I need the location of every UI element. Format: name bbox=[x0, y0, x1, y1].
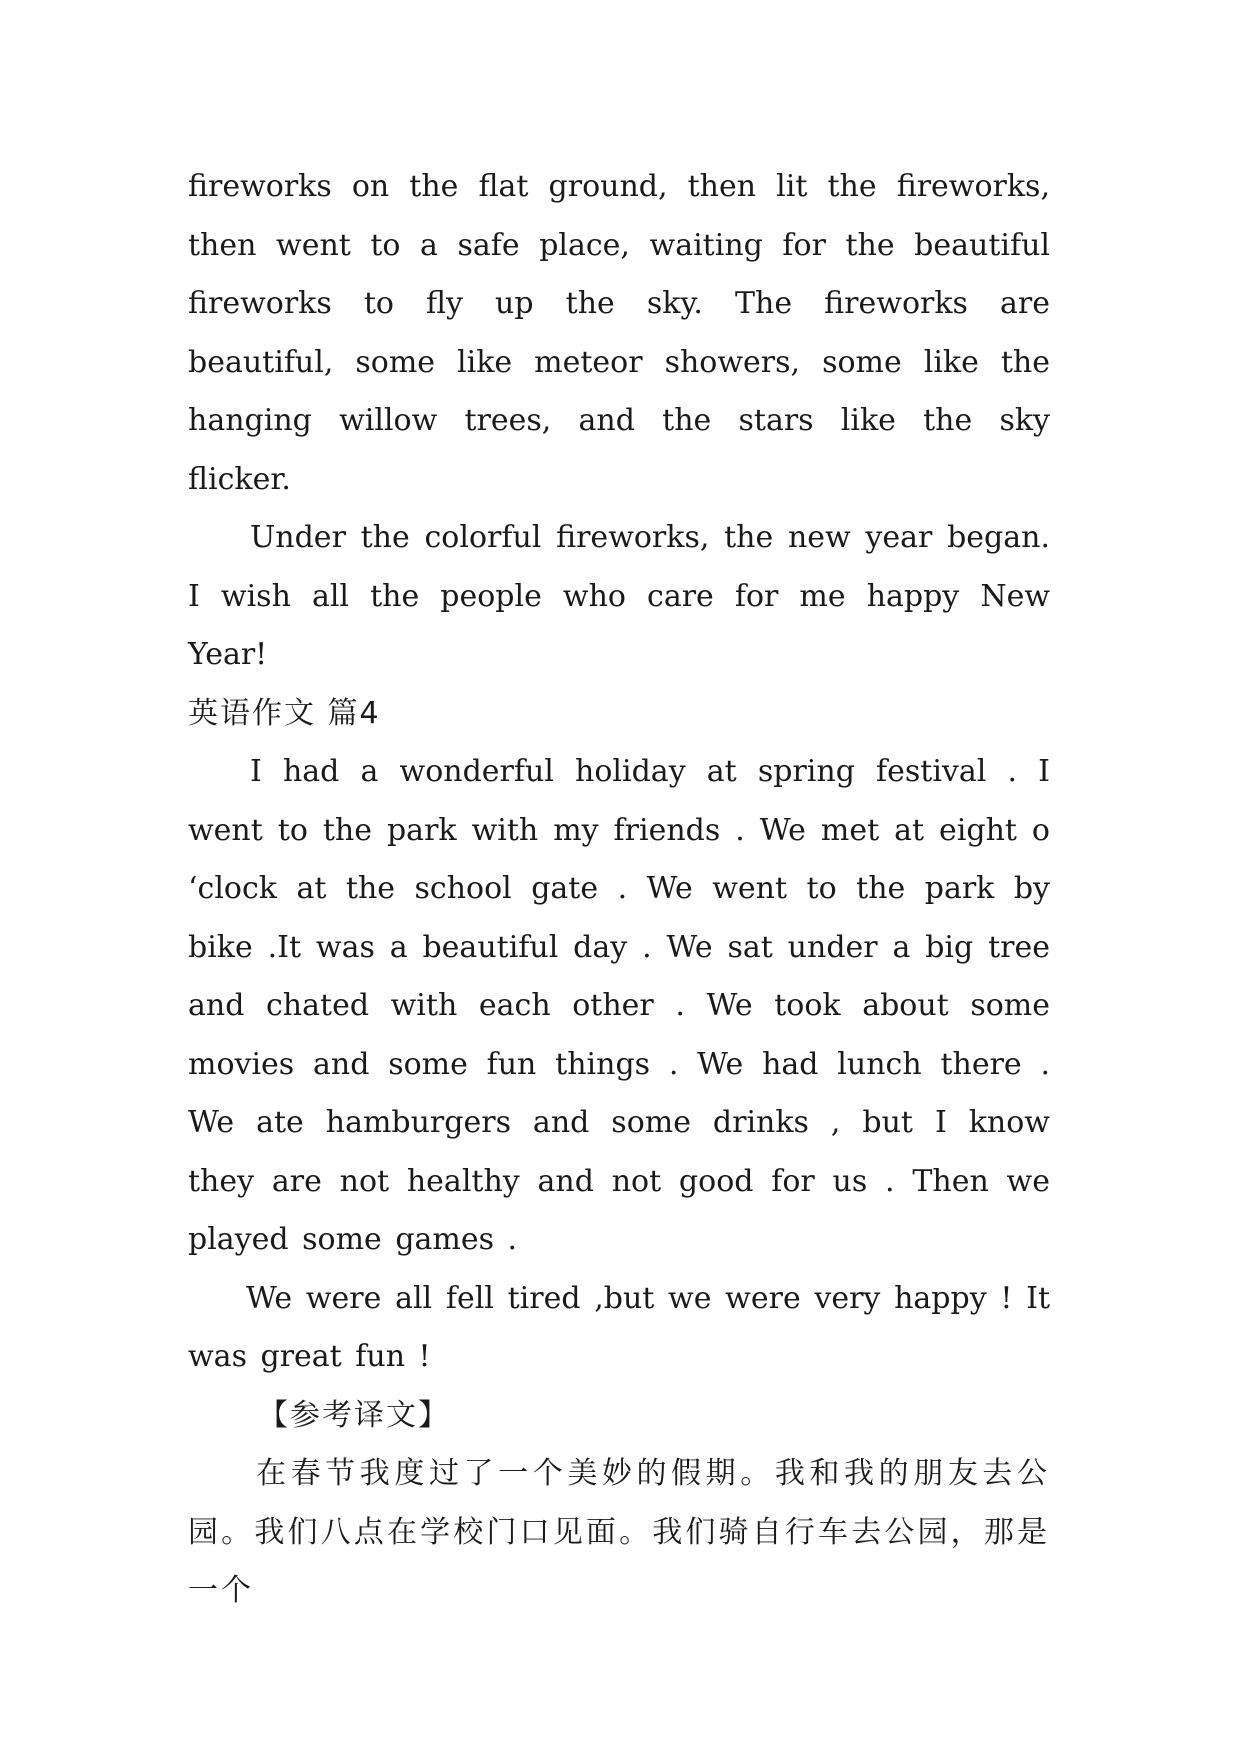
essay-heading: 英语作文 篇4 bbox=[188, 695, 381, 731]
paragraph-fireworks: fireworks on the flat ground, then lit the fireworks, then went to a safe place, waiting for the beautiful fireworks to fly up the sky. The fireworks are beautiful, some like meteor showers, some like the hanging willow trees, and the stars like the sky flicker. bbox=[188, 169, 1064, 497]
document-body bbox=[188, 158, 1064, 1621]
reference-title: 【参考译文】 bbox=[258, 1397, 450, 1433]
reference-translation: 在春节我度过了一个美妙的假期。我和我的朋友去公园。我们八点在学校门口见面。我们骑自行车去公园，那是一个 bbox=[188, 1456, 1050, 1608]
paragraph-new-year: Under the colorful fireworks, the new year began. I wish all the people who care for me happy New Year! bbox=[188, 520, 1064, 672]
paragraph-tired: We were all fell tired ,but we were very happy ! It was great fun ! bbox=[188, 1280, 1064, 1374]
paragraph-holiday: I had a wonderful holiday at spring festival . I went to the park with my friends . We met at eight o ‘clock at the school gate . We went to the park by bike .It was a beautiful day . We sat under a big tree and chated with each other . We took about some movies and some fun things . We had lunch there . We ate hamburgers and some drinks , but I know they are not healthy and not good for us . Then we played some games . bbox=[188, 754, 1064, 1257]
